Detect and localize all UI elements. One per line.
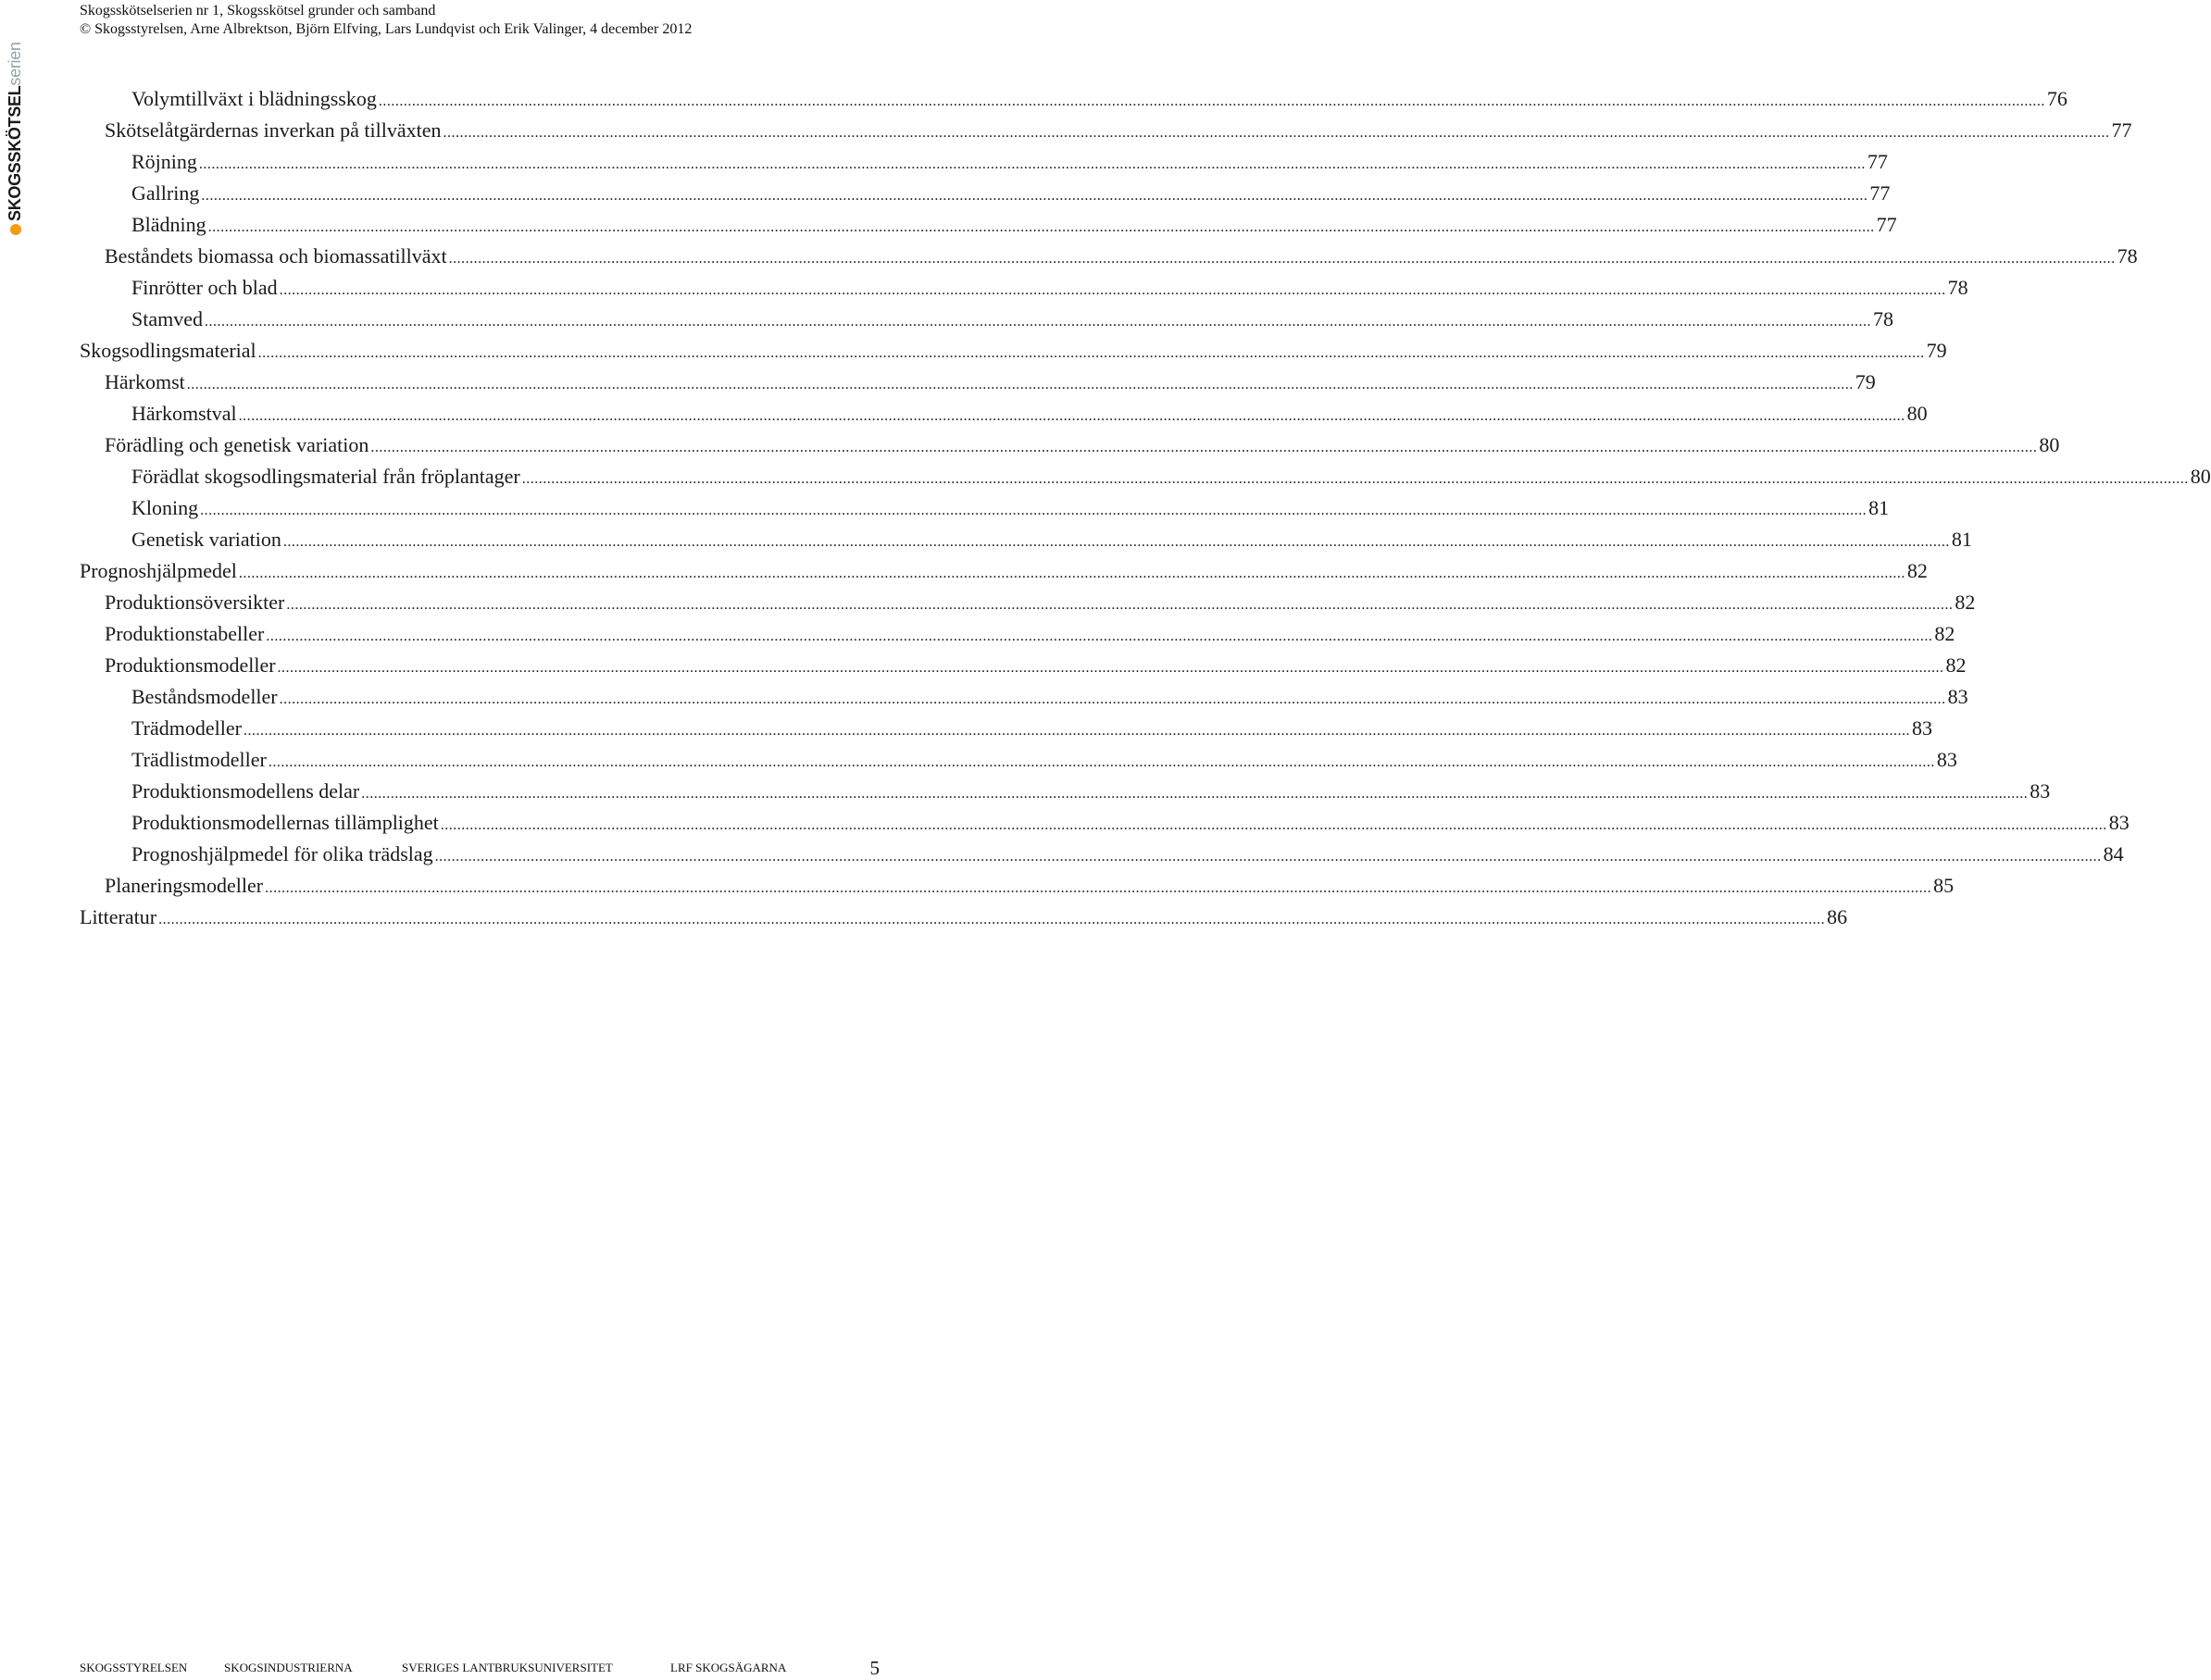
toc-leader-dots: ................................................................................................................................................................................................................................................................................................................................................................................................................ [238,566,1905,581]
toc-leader-dots: ................................................................................................................................................................................................................................................................................................................................................................................................................ [205,314,1871,330]
toc-entry-page: 80 [2190,465,2211,488]
toc-entry[interactable] [131,524,1972,555]
toc-entry-title: Trädmodeller [131,716,242,740]
toc-entry-page: 78 [2117,244,2138,268]
toc-leader-dots: ................................................................................................................................................................................................................................................................................................................................................................................................................ [265,880,1932,896]
toc-entry-title: Förädling och genetisk variation [105,433,369,456]
toc-entry[interactable] [105,650,1967,681]
header-series-title: Skogsskötselserien nr 1, Skogsskötsel grunder och samband [80,3,436,19]
toc-entry-title: Förädlat skogsodlingsmaterial från fröplantager [131,465,520,488]
toc-entry-page: 77 [1867,150,1888,173]
toc-entry[interactable] [80,335,1947,367]
toc-entry-page: 79 [1926,339,1947,362]
toc-entry[interactable] [105,115,2132,146]
toc-entry-title: Kloning [131,496,199,519]
logo-dot-icon [10,224,21,235]
toc-entry[interactable] [131,492,1890,524]
toc-entry-page: 83 [2030,779,2051,803]
toc-entry-page: 85 [1933,874,1955,897]
toc-entry[interactable] [131,713,1932,744]
toc-leader-dots: ................................................................................................................................................................................................................................................................................................................................................................................................................ [198,156,1866,172]
toc-entry-title: Beståndets biomassa och biomassatillväxt [105,244,447,268]
toc-entry-page: 77 [2111,118,2132,142]
toc-entry-page: 86 [1827,905,1848,928]
toc-leader-dots: ................................................................................................................................................................................................................................................................................................................................................................................................................ [277,660,1944,676]
toc-entry[interactable] [131,807,2130,839]
toc-entry[interactable] [105,367,1876,398]
toc-leader-dots: ................................................................................................................................................................................................................................................................................................................................................................................................................ [440,817,2107,833]
toc-entry-page: 78 [1873,307,1893,330]
footer-org-skogsstyrelsen: SKOGSSTYRELSEN [80,1661,188,1674]
toc-entry-title: Härkomstval [131,402,237,425]
toc-leader-dots: ................................................................................................................................................................................................................................................................................................................................................................................................................ [434,849,2102,865]
toc-entry-title: Härkomst [105,370,185,393]
toc-leader-dots: ................................................................................................................................................................................................................................................................................................................................................................................................................ [378,93,2045,109]
toc-entry[interactable] [105,618,1955,650]
toc-leader-dots: ................................................................................................................................................................................................................................................................................................................................................................................................................ [257,345,1925,361]
toc-entry[interactable] [105,429,2060,461]
toc-entry-title: Planeringsmodeller [105,874,264,897]
toc-entry[interactable] [131,146,1888,178]
toc-entry-title: Finrötter och blad [131,276,278,299]
toc-entry-title: Produktionsmodeller [105,653,276,677]
toc-entry-page: 82 [1934,622,1955,645]
toc-entry-title: Produktionsmodellens delar [131,779,360,803]
toc-entry-page: 82 [1945,653,1967,677]
toc-entry-title: Litteratur [80,905,157,928]
toc-entry-page: 81 [1868,496,1890,519]
toc-leader-dots: ................................................................................................................................................................................................................................................................................................................................................................................................................ [521,471,2189,487]
toc-entry-title: Prognoshjälpmedel för olika trädslag [131,842,433,865]
footer-org-slu: SVERIGES LANTBRUKSUNIVERSITET [402,1661,613,1674]
toc-entry[interactable] [131,839,2124,870]
toc-entry[interactable] [131,398,1928,429]
toc-entry-page: 82 [1906,559,1928,582]
page-header [80,2,692,39]
toc-entry-title: Produktionsmodellernas tillämplighet [131,811,439,834]
toc-entry[interactable] [80,902,1848,933]
toc-leader-dots: ................................................................................................................................................................................................................................................................................................................................................................................................................ [448,251,2116,267]
toc-entry[interactable] [131,272,1968,304]
toc-entry-page: 77 [1876,213,1897,236]
footer-org-lrf: LRF SKOGSÄGARNA [670,1661,787,1674]
toc-entry[interactable] [105,587,1976,618]
toc-entry-page: 76 [2046,87,2067,110]
toc-entry[interactable] [80,555,1928,587]
toc-entry[interactable] [131,304,1893,335]
toc-leader-dots: ................................................................................................................................................................................................................................................................................................................................................................................................................ [201,188,1868,204]
toc-entry[interactable] [131,83,2067,115]
toc-entry-page: 83 [2108,811,2130,834]
page-number: 5 [869,1657,880,1679]
toc-leader-dots: ................................................................................................................................................................................................................................................................................................................................................................................................................ [443,125,2110,141]
toc-entry[interactable] [131,776,2051,807]
toc-entry-title: Röjning [131,150,197,173]
toc-entry-page: 84 [2103,842,2124,865]
toc-entry-page: 77 [1869,181,1891,205]
toc-entry-title: Trädlistmodeller [131,748,267,771]
toc-leader-dots: ................................................................................................................................................................................................................................................................................................................................................................................................................ [238,408,1905,424]
toc-entry-title: Stamved [131,307,203,330]
toc-entry-title: Produktionsöversikter [105,591,285,614]
toc-entry-title: Genetisk variation [131,528,281,551]
toc-entry-page: 79 [1855,370,1876,393]
toc-leader-dots: ................................................................................................................................................................................................................................................................................................................................................................................................................ [282,534,1950,550]
toc-entry[interactable] [105,241,2138,272]
logo-main-text: SKOGSSKÖTSEL [6,85,24,221]
toc-entry[interactable] [131,209,1897,241]
header-copyright: © Skogsstyrelsen, Arne Albrektson, Björn Elfving, Lars Lundqvist och Erik Valinger, 4 december 2012 [80,21,693,37]
toc-leader-dots: ................................................................................................................................................................................................................................................................................................................................................................................................................ [200,503,1867,518]
toc-entry-title: Skogsodlingsmaterial [80,339,256,362]
toc-entry-title: Beståndsmodeller [131,685,278,708]
toc-entry-page: 83 [1936,748,1957,771]
toc-leader-dots: ................................................................................................................................................................................................................................................................................................................................................................................................................ [243,723,1910,739]
toc-leader-dots: ................................................................................................................................................................................................................................................................................................................................................................................................................ [266,628,1933,644]
toc-entry-page: 83 [1911,716,1932,740]
toc-entry-page: 81 [1951,528,1972,551]
toc-entry-title: Skötselåtgärdernas inverkan på tillväxten [105,118,442,142]
toc-leader-dots: ................................................................................................................................................................................................................................................................................................................................................................................................................ [207,219,1875,235]
toc-entry-title: Produktionstabeller [105,622,265,645]
toc-leader-dots: ................................................................................................................................................................................................................................................................................................................................................................................................................ [268,754,1935,770]
toc-entry[interactable] [131,461,2211,492]
toc-leader-dots: ................................................................................................................................................................................................................................................................................................................................................................................................................ [158,912,1826,927]
footer-org-skogsindustrierna: SKOGSINDUSTRIERNA [224,1661,353,1674]
toc-leader-dots: ................................................................................................................................................................................................................................................................................................................................................................................................................ [279,691,1946,707]
toc-leader-dots: ................................................................................................................................................................................................................................................................................................................................................................................................................ [279,282,1946,298]
toc-leader-dots: ................................................................................................................................................................................................................................................................................................................................................................................................................ [370,440,2038,455]
toc-leader-dots: ................................................................................................................................................................................................................................................................................................................................................................................................................ [286,597,1954,613]
toc-entry-title: Blädning [131,213,206,236]
toc-leader-dots: ................................................................................................................................................................................................................................................................................................................................................................................................................ [361,786,2029,802]
toc-entry-page: 82 [1955,591,1976,614]
logo-sub-text: serien [6,42,24,86]
toc-entry-title: Gallring [131,181,200,205]
series-logo [4,37,28,241]
toc-entry[interactable] [131,681,1968,713]
toc-entry[interactable] [131,178,1891,209]
toc-entry-title: Volymtillväxt i blädningsskog [131,87,377,110]
toc-entry-page: 80 [1906,402,1928,425]
toc-leader-dots: ................................................................................................................................................................................................................................................................................................................................................................................................................ [186,377,1854,392]
toc-entry-page: 78 [1947,276,1968,299]
toc-entry-title: Prognoshjälpmedel [80,559,237,582]
toc-entry[interactable] [131,744,1957,776]
toc-entry-page: 83 [1947,685,1968,708]
toc-entry[interactable] [105,870,1955,902]
toc-entry-page: 80 [2039,433,2060,456]
